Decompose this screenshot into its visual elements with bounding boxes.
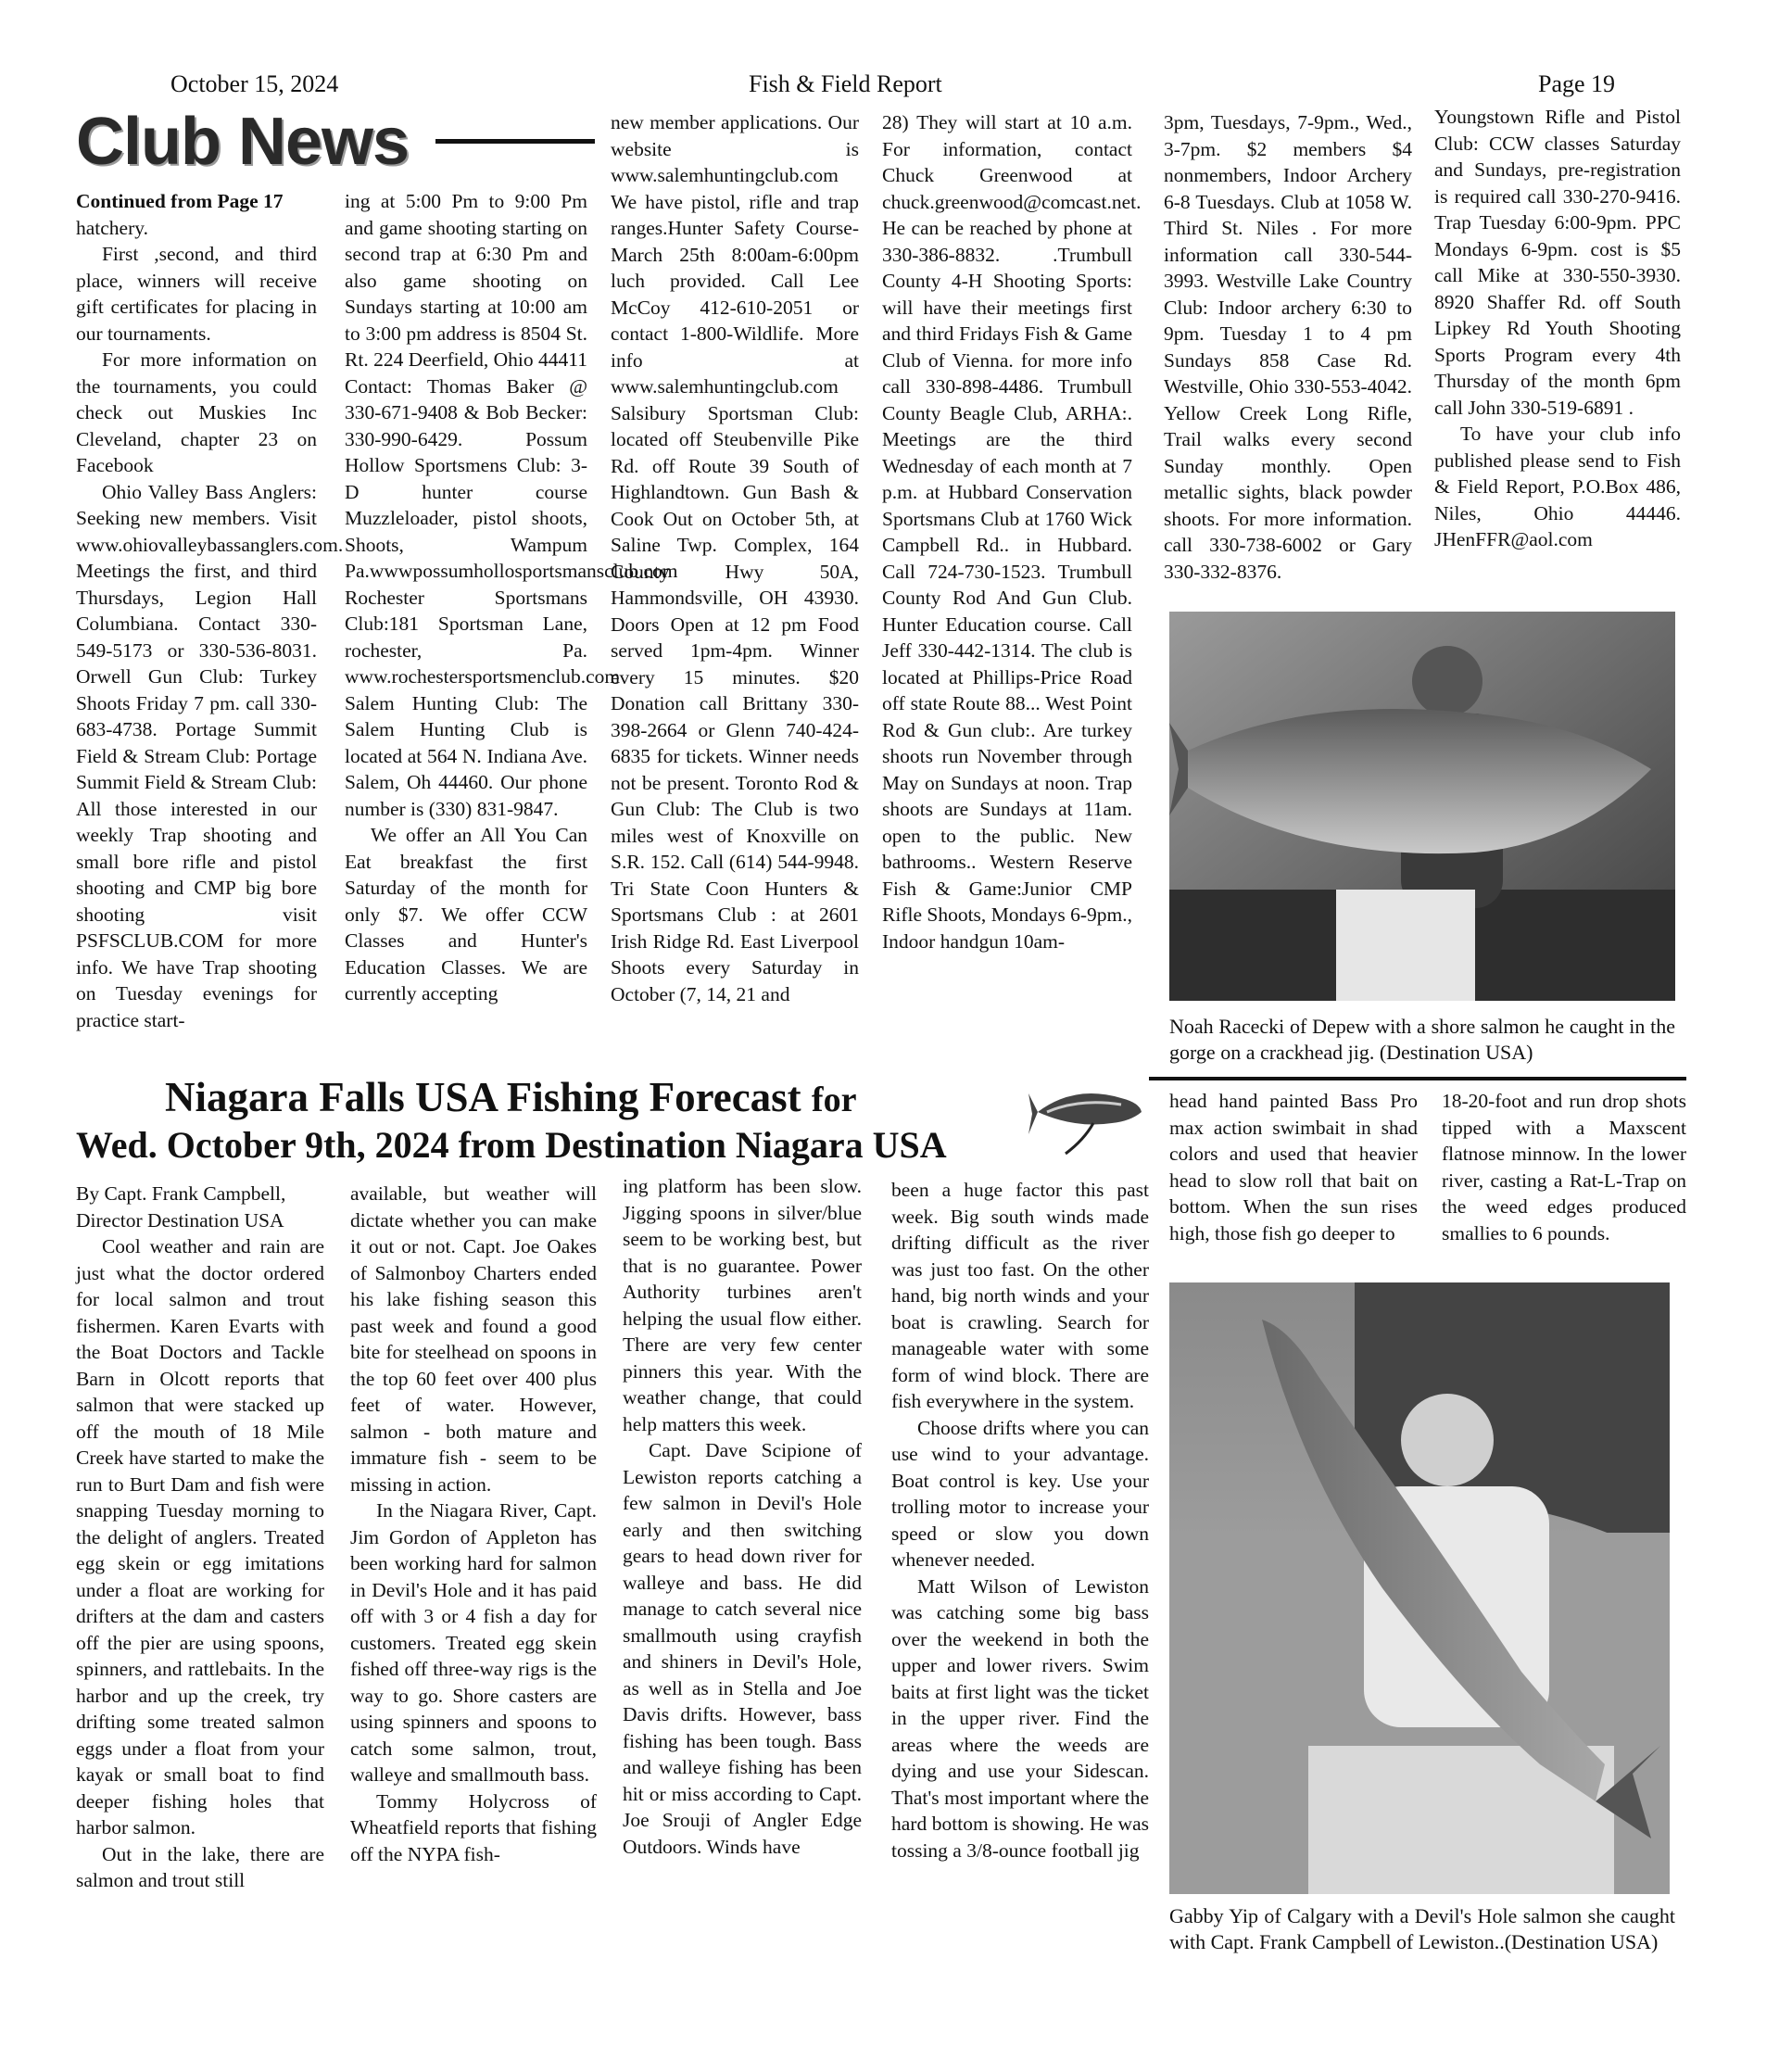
angler-with-salmon-image <box>1169 612 1675 1001</box>
forecast-headline-tail: for <box>811 1080 857 1119</box>
paragraph: Ohio Valley Bass Anglers: Seeking new members. Visit www.ohiovalleybassanglers.com. Meetings the first, and third Thursdays, Legion Hall Columbiana. Contact 330-549-5173 or 330-536-8031. Orwell Gun Club: Turkey Shoots Friday 7 pm. call 330-683-4738. Portage Summit Field & Stream Club: Portage Summit Field & Stream Club: All those interested in our weekly Trap shooting and small bore rifle and pistol shooting and CMP big bore shooting visit PSFSCLUB.COM for more info. We have Trap shooting on Tuesday evenings for practice start- <box>76 480 344 1031</box>
forecast-headline-1 <box>165 1073 856 1121</box>
header-date: October 15, 2024 <box>170 70 339 97</box>
club-news-col5 <box>1164 109 1412 585</box>
paragraph: To have your club info published please send to Fish & Field Report, P.O.Box 486, Niles, Ohio 44446. JHenFFR@aol.com <box>1434 423 1681 550</box>
photo-2-caption: Gabby Yip of Calgary with a Devil's Hole salmon she caught with Capt. Frank Campbell of Lewiston..(Destination USA) <box>1169 1904 1675 1953</box>
paragraph: Matt Wilson of Lewiston was catching some big bass over the weekend in both the upper and lower rivers. Swim baits at first light was the ticket in the upper river. Find the areas where the weeds are dying and use your Sidescan. That's most important where the hard bottom is showing. He was tossing a 3/8-ounce football jig <box>891 1574 1149 1862</box>
paragraph: 28) They will start at 10 a.m. For information, contact Chuck Greenwood at chuck.greenwood@comcast.net. He can be reached by phone at 330-386-8832. .Trumbull County 4-H Shooting Sports: will have their meetings first and third Fridays Fish & Game Club of Vienna. for more info call 330-898-4486. Trumbull County Beagle Club, ARHA:. Meetings are the third Wednesday of each month at 7 p.m. at Hubbard Conservation Sportsmans Club at 1760 Wick Campbell Rd.. in Hubbard. Call 724-730-1523. Trumbull County Rod And Gun Club. Hunter Education course. Call Jeff 330-442-1314. The club is located at Phillips-Price Road off state Route 88... West Point Rod & Gun club:. Are turkey shoots run November through May on Sundays at noon. Trap shoots are Sundays at 11am. open to the public. New bathrooms.. Western Reserve Fish & Game:Junior CMP Rifle Shoots, Mondays 6-9pm., Indoor handgun 10am- <box>882 111 1142 953</box>
club-news-col4 <box>882 109 1142 954</box>
paragraph: Capt. Dave Scipione of Lewiston reports catching a few salmon in Devil's Hole early and then switching gears to head down river for walleye and bass. He did manage to catch several nice smallmouth using crayfish and shiners in Devil's Hole, as well as in Stella and Joe Davis drifts. However, bass fishing has been tough. Bass and walleye fishing has been hit or miss according to Capt. Joe Srouji of Angler Edge Outdoors. Winds have <box>623 1439 862 1858</box>
paragraph: In the Niagara River, Capt. Jim Gordon of Appleton has been working hard for salmon in Devil's Hole and it has paid off with 3 or 4 fish a day for customers. Treated egg skein fished off three-way rigs is the way to go. Shore casters are using spinners and spoons to catch some salmon, trout, walleye and smallmouth bass. <box>350 1499 597 1786</box>
forecast-headline-main: Niagara Falls USA Fishing Forecast <box>165 1074 801 1120</box>
club-news-title: Club News <box>76 105 410 179</box>
angler-with-salmon-image <box>1169 1282 1670 1894</box>
byline: By Capt. Frank Campbell, Director Destination USA <box>76 1182 286 1232</box>
paragraph: available, but weather will dictate whether you can make it out or not. Capt. Joe Oakes of Salmonboy Charters ended his lake fishing season this past week and found a good bite for steelhead on spoons in the top 60 feet over 400 plus feet of water. However, salmon - both mature and immature fish - seem to be missing in action. <box>350 1182 597 1496</box>
salmon-photo-2 <box>1169 1282 1670 1894</box>
paragraph: head hand painted Bass Pro max action swimbait in shad colors and used that heavier head to slow roll that bait on bottom. When the sun rises high, those fish go deeper to <box>1169 1090 1418 1244</box>
title-rule <box>435 139 595 144</box>
paragraph: ing at 5:00 Pm to 9:00 Pm and game shooting starting on second trap at 6:30 Pm and also game shooting on Sundays starting at 10:00 am to 3:00 pm address is 8504 St. Rt. 224 Deerfield, Ohio 44411 Contact: Thomas Baker @ 330-671-9408 & Bob Becker: 330-990-6429. Possum Hollow Sportsmens Club: 3-D hunter course Muzzleloader, pistol shoots, Shoots, Wampum Pa.wwwpossumhollosportsmansclub.com Rochester Sportsmans Club:181 Sportsman Lane, rochester, Pa. www.rochestersportsmenclub.com Salem Hunting Club: The Salem Hunting Club is located at 564 N. Indiana Ave. Salem, Oh 44460. Our phone number is (330) 831-9847. <box>345 190 678 820</box>
paragraph: Tommy Holycross of Wheatfield reports that fishing off the NYPA fish- <box>350 1789 597 1865</box>
paragraph: 3pm, Tuesdays, 7-9pm., Wed., 3-7pm. $2 members $4 nonmembers, Indoor Archery 6-8 Tuesdays. Club at 1058 W. Third St. Niles . For more information call 330-544-3993. Westville Lake Country Club: Indoor archery 6:30 to 9pm. Tuesday 1 to 4 pm Sundays 858 Case Rd. Westville, Ohio 330-553-4042. Yellow Creek Long Rifle, Trail walks every second Sunday monthly. Open metallic sights, black powder shoots. For more information. call 330-738-6002 or Gary 330-332-8376. <box>1164 111 1412 583</box>
paragraph: Youngstown Rifle and Pistol Club: CCW classes Saturday and Sundays, pre-registration is required call 330-270-9416. Trap Tuesday 6:00-9pm. PPC Mondays 6-9pm. cost is $5 call Mike at 330-550-3930. 8920 Shaffer Rd. off South Lipkey Rd Youth Shooting Sports Program every 4th Thursday of the month 6pm call John 330-519-6891 . <box>1434 106 1681 419</box>
paragraph: new member applications. Our website is www.salemhuntingclub.com We have pistol, rifle and trap ranges.Hunter Safety Course-March 25th 8:00am-6:00pm luch provided. Call Lee McCoy 412-610-2051 or contact 1-800-Wildlife. More info at www.salemhuntingclub.com Salsibury Sportsman Club: located off Steubenville Pike Rd. off Route 39 South of Highlandtown. Gun Bash & Cook Out on October 5th, at Saline Twp. Complex, 164 County Hwy 50A, Hammondsville, OH 43930. Doors Open at 12 pm Food served 1pm-4pm. Winner every 15 minutes. $20 Donation call Brittany 330-398-2664 or Glenn 740-424-6835 for tickets. Winner needs not be present. Toronto Rod & Gun Club: The Club is two miles west of Knoxville on S.R. 152. Call (614) 544-9948. Tri State Coon Hunters & Sportsmans Club : at 2601 Irish Ridge Rd. East Liverpool Shoots every Saturday in October (7, 14, 21 and <box>611 111 859 1005</box>
column-divider <box>1149 1077 1686 1080</box>
club-news-col3 <box>611 109 859 1007</box>
paragraph: Out in the lake, there are salmon and trout still <box>76 1842 324 1891</box>
paragraph: 18-20-foot and run drop shots tipped with a Maxscent flatnose minnow. In the lower river, casting a Rat-L-Trap on the weed edges produced smallies to 6 pounds. <box>1442 1090 1686 1244</box>
paragraph: ing platform has been slow. Jigging spoons in silver/blue seem to be working best, but that is no guarantee. Power Authority turbines aren't helping the usual flow either. There are very few center pinners this year. With the weather change, that could help matters this week. <box>623 1175 862 1435</box>
forecast-col1 <box>76 1181 324 1894</box>
paragraph: For more information on the tournaments, you could check out Muskies Inc Cleveland, chapter 23 on Facebook <box>76 348 317 476</box>
forecast-col5 <box>1169 1088 1418 1246</box>
club-news-col1 <box>76 188 344 1033</box>
paragraph: Choose drifts where you can use wind to your advantage. Boat control is key. Use your trolling motor to increase your speed or slow you down whenever needed. <box>891 1416 1149 1571</box>
paragraph: First ,second, and third place, winners will receive gift certificates for placing in our tournaments. <box>76 243 317 345</box>
header-page: Page 19 <box>1538 70 1616 97</box>
salmon-photo-1 <box>1169 612 1675 1001</box>
forecast-col6 <box>1442 1088 1686 1246</box>
paragraph: Cool weather and rain are just what the doctor ordered for local salmon and trout fishermen. Karen Evarts with the Boat Doctors and Tackle Barn in Olcott reports that salmon that were stacked up off the mouth of 18 Mile Creek have started to make the run to Burt Dam and fish were snapping Tuesday morning to the delight of anglers. Treated egg skein or egg imitations under a float are working for drifters at the dam and casters off the pier are using spoons, spinners, and rattlebaits. In the harbor and up the creek, try drifting some treated salmon eggs under a float from your kayak or small boat to find deeper fishing holes that harbor salmon. <box>76 1235 324 1838</box>
paragraph: been a huge factor this past week. Big south winds made drifting difficult as the river was just too fast. On the other hand, big north winds and your boat is crawling. Search for manageable water with some form of wind block. There are fish everywhere in the system. <box>891 1179 1149 1412</box>
fish-icon <box>1028 1075 1144 1158</box>
header-publication: Fish & Field Report <box>749 70 942 97</box>
club-news-col6 <box>1434 104 1681 553</box>
paragraph: hatchery. <box>76 216 148 239</box>
forecast-col2 <box>350 1181 597 1867</box>
forecast-col4 <box>891 1177 1149 1864</box>
paragraph: We offer an All You Can Eat breakfast the first Saturday of the month for only $7. We offer CCW Classes and Hunter's Education Classes. We are currently accepting <box>345 824 587 1004</box>
forecast-headline-2: Wed. October 9th, 2024 from Destination Niagara USA <box>76 1124 947 1166</box>
forecast-col3 <box>623 1173 862 1860</box>
continued-note: Continued from Page 17 <box>76 190 284 212</box>
club-news-col2 <box>345 188 678 1007</box>
photo-1-caption: Noah Racecki of Depew with a shore salmon he caught in the gorge on a crackhead jig. (Destination USA) <box>1169 1015 1675 1064</box>
